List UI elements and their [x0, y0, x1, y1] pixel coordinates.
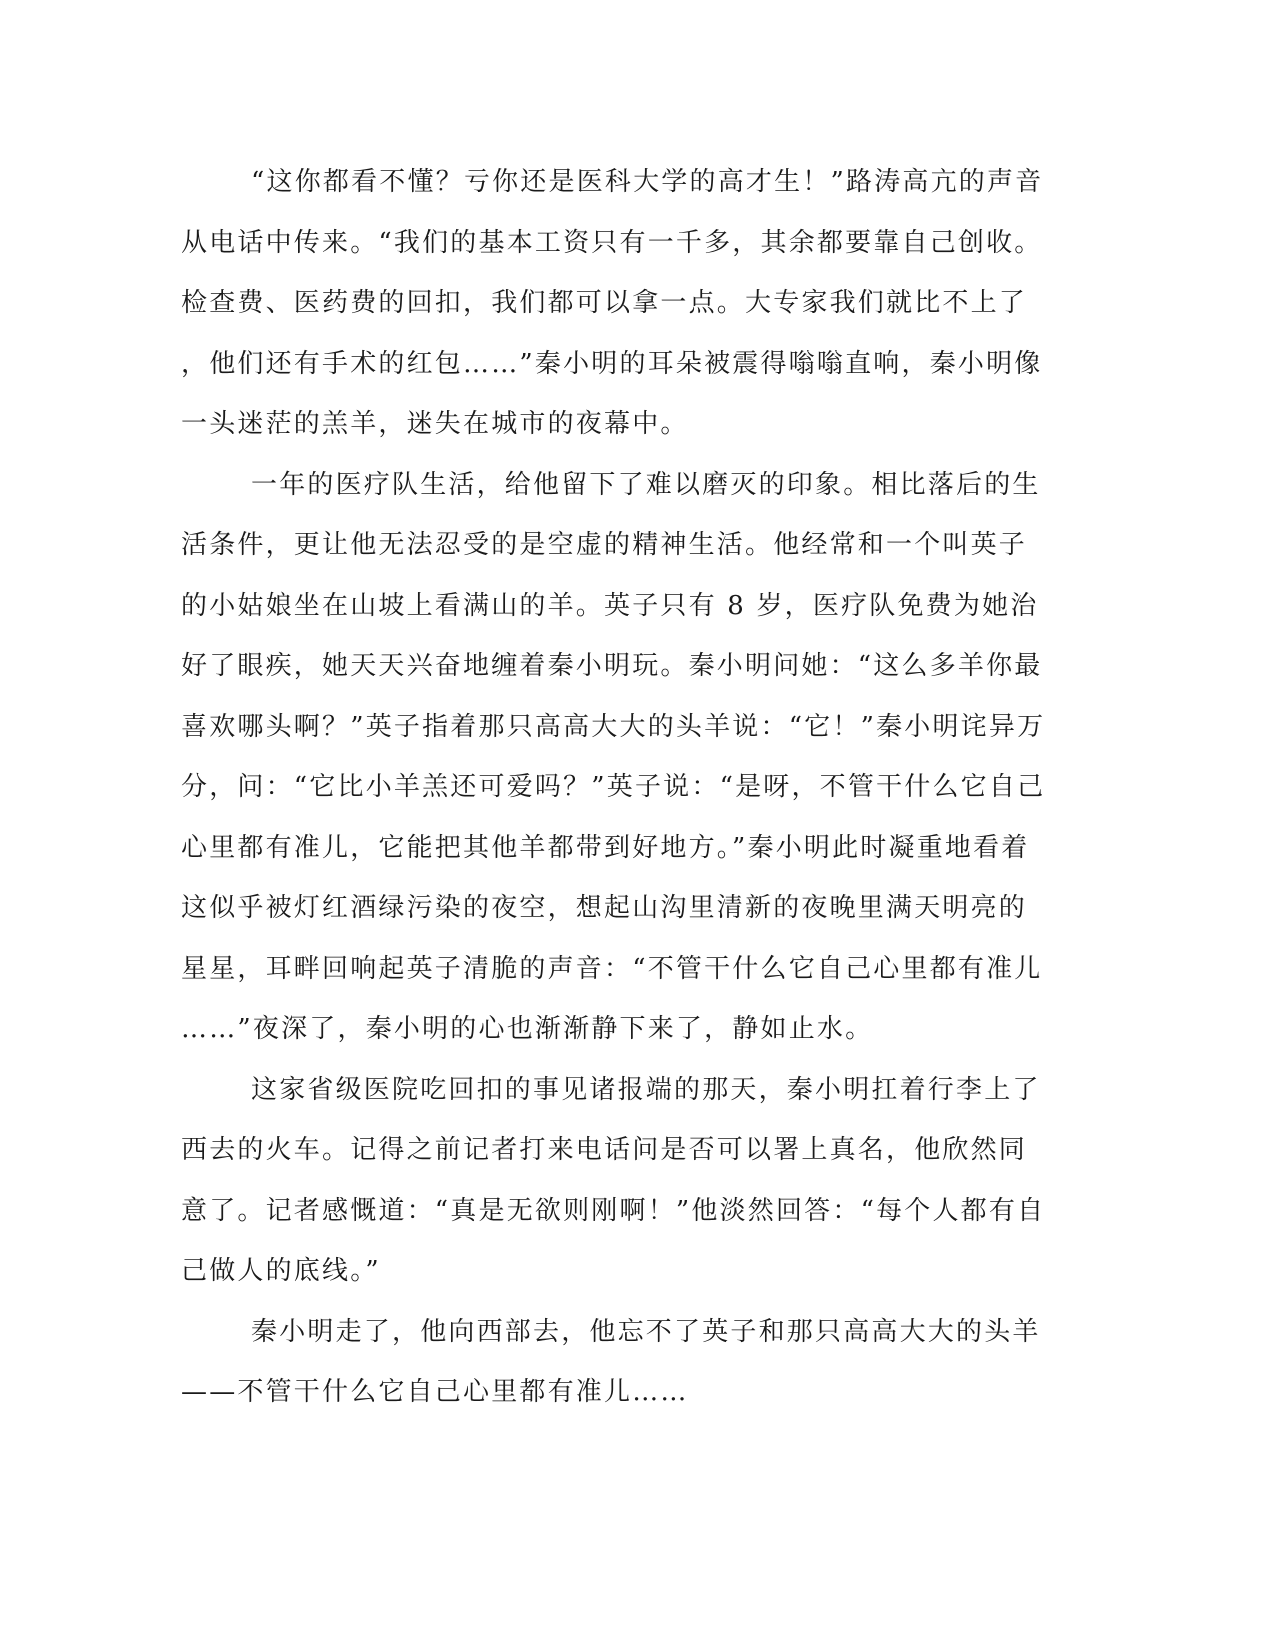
text-line: 星星，耳畔回响起英子清脆的声音：“不管干什么它自己心里都有准儿 [181, 953, 1043, 984]
text-line: 这家省级医院吃回扣的事见诸报端的那天，秦小明扛着行李上了 [251, 1074, 1041, 1105]
text-line: “这你都看不懂？亏你还是医科大学的高才生！”路涛高亢的声音 [251, 167, 1044, 197]
paragraph-4 [181, 1302, 1041, 1423]
text-line: ，他们还有手术的红包……”秦小明的耳朵被震得嗡嗡直响，秦小明像 [181, 348, 1043, 379]
text-line: 这似乎被灯红酒绿污染的夜空，想起山沟里清新的夜晚里满天明亮的 [181, 893, 1028, 923]
text-line: 一年的医疗队生活，给他留下了难以磨灭的印象。相比落后的生 [251, 469, 1041, 500]
text-line: 喜欢哪头啊？”英子指着那只高高大大的头羊说：“它！”秦小明诧异万 [181, 711, 1046, 742]
text-line: 一头迷茫的羔羊，迷失在城市的夜幕中。 [181, 409, 689, 439]
document-page [181, 152, 1046, 1423]
text-line: 己做人的底线。” [181, 1256, 381, 1286]
text-line: 分，问：“它比小羊羔还可爱吗？”英子说：“是呀，不管干什么它自己 [181, 772, 1046, 802]
text-line: 从电话中传来。“我们的基本工资只有一千多，其余都要靠自己创收。 [181, 227, 1043, 258]
text-line: 好了眼疾，她天天兴奋地缠着秦小明玩。秦小明问她：“这么多羊你最 [181, 651, 1043, 681]
paragraph-2 [181, 455, 1046, 1060]
paragraph-1 [181, 152, 1044, 455]
text-line: 秦小明走了，他向西部去，他忘不了英子和那只高高大大的头羊 [251, 1316, 1041, 1347]
paragraph-3 [181, 1060, 1046, 1302]
text-line: 心里都有准儿，它能把其他羊都带到好地方。”秦小明此时凝重地看着 [181, 832, 1030, 863]
text-line: 检查费、医药费的回扣，我们都可以拿一点。大专家我们就比不上了 [181, 288, 1028, 318]
text-line: 西去的火车。记得之前记者打来电话问是否可以署上真名，他欣然同 [181, 1135, 1028, 1165]
text-line: 的小姑娘坐在山坡上看满山的羊。英子只有 8 岁，医疗队免费为她治 [181, 590, 1039, 621]
text-line: 意了。记者感慨道：“真是无欲则刚啊！”他淡然回答：“每个人都有自 [181, 1195, 1046, 1226]
text-line: 活条件，更让他无法忍受的是空虚的精神生活。他经常和一个叫英子 [181, 530, 1028, 560]
text-line: ——不管干什么它自己心里都有准儿…… [181, 1377, 689, 1407]
text-line: ……”夜深了，秦小明的心也渐渐静下来了，静如止水。 [181, 1014, 874, 1044]
